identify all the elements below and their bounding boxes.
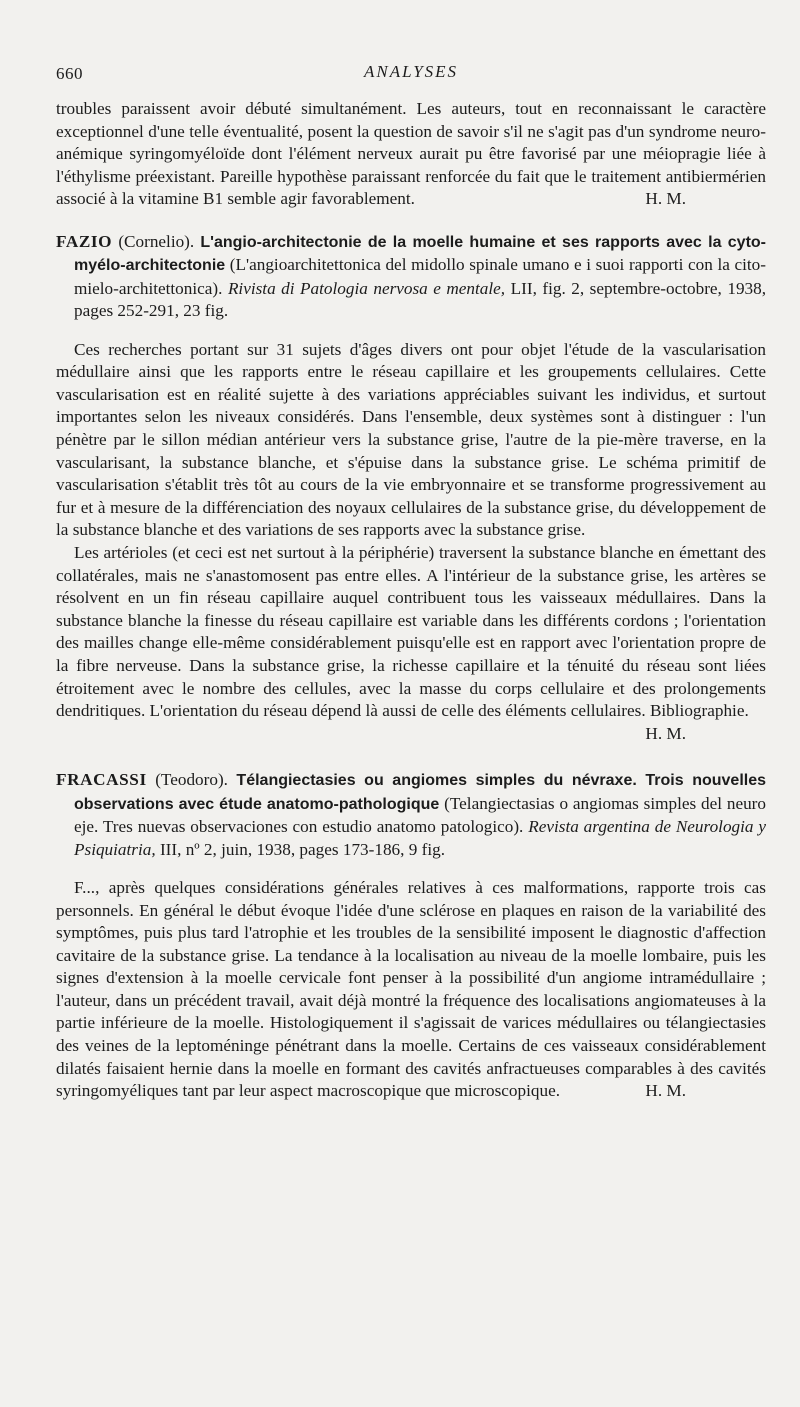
- review-entry-heading: [56, 231, 766, 323]
- entry-title: Télangiectasies ou angiomes simples du névraxe. Trois nouvelles observations avec étude anatomo-pathologique: [74, 772, 767, 813]
- page: [56, 58, 766, 1103]
- entry-paragraph: [56, 542, 766, 745]
- review-entry-heading: [56, 769, 766, 861]
- page-number: 660: [56, 64, 83, 83]
- entry-citation: III, nº 2, juin, 1938, pages 173-186, 9 fig.: [159, 839, 446, 859]
- signature: H. M.: [645, 1081, 686, 1101]
- entry-author-given: (Teodoro).: [155, 770, 228, 790]
- continuation-paragraph: [56, 98, 766, 211]
- entry-title: L'angio-architectonie de la moelle humaine et ses rapports avec la cyto-myélo-architectonie: [74, 233, 767, 275]
- entry-original-title: (L'angioarchitettonica del midollo spinale umano e i suoi rapporti con la cito-mielo-architettonica).: [74, 255, 766, 298]
- signature: H. M.: [645, 723, 686, 743]
- entry-paragraph: [56, 877, 766, 1103]
- continuation-text: troubles paraissent avoir débuté simultanément. Les auteurs, tout en reconnaissant le caractère exceptionnel d'une telle éventualité, posent la question de savoir s'il ne s'agit pas d'un syndrome neuro-anémique syringomyéloïde dont l'élément nerveux aurait pu être favorisé par une méiopragie liée à l'éthylisme préexistant. Pareille hypothèse paraissant renforcée du fait que le traitement antibiermérien associé à la vitamine B1 semble agir favorablement.: [56, 99, 766, 209]
- entry-original-title: (Telangiectasias o angiomas simples del neuro eje. Tres nuevas observaciones con estudio anatomo patologico).: [74, 793, 767, 837]
- entry-author: FAZIO: [56, 231, 113, 251]
- entry-author: FRACASSI: [56, 770, 147, 790]
- running-head: [56, 58, 766, 88]
- running-title: ANALYSES: [363, 62, 459, 81]
- entry-citation: LII, fig. 2, septembre-octobre, 1938, pages 252-291, 23 fig.: [74, 278, 767, 321]
- entry-paragraph-text: Les artérioles (et ceci est net surtout à la périphérie) traversent la substance blanche en émettant des collatérales, mais ne s'anastomosent pas entre elles. A l'intérieur de la substance grise, les artères se résolvent en un fin réseau capillaire auquel contribuent tous les vaisseaux médullaires. Dans la substance blanche la finesse du réseau capillaire est variable dans les différents cordons ; l'orientation des mailles change elle-même considérablement puisqu'elle est en rapport avec l'orientation propre de la fibre nerveuse. Dans la substance grise, la richesse capillaire et la ténuité du réseau sont liées étroitement avec le nombre des cellules, avec la masse du corps cellulaire et des prolongements dendritiques. L'orientation du réseau dépend là aussi de celle des éléments cellulaires. Bibliographie.: [56, 542, 766, 721]
- entry-author-given: (Cornelio).: [118, 231, 195, 251]
- entry-paragraph: Ces recherches portant sur 31 sujets d'âges divers ont pour objet l'étude de la vascularisation médullaire ainsi que les rapports entre le réseau capillaire et les groupements cellulaires. Cette vascularisation est en réalité sujette à des variations appréciables suivant les individus, et surtout importantes selon les niveaux considérés. Dans l'ensemble, deux systèmes sont à distinguer : l'un pénètre par le sillon médian antérieur vers la substance grise, l'autre de la pie-mère traverse, en la vascularisant, la substance blanche, et s'épuise dans la substance grise. Le schéma primitif de vascularisation s'établit très tôt au cours de la vie embryonnaire et se transforme progressivement au fur et à mesure de la différenciation des noyaux cellulaires de la substance grise, du développement de la substance blanche et des variations de ses rapports avec la substance grise.: [56, 339, 766, 540]
- signature: H. M.: [645, 189, 686, 209]
- entry-journal: Revista argentina de Neurologia y Psiquiatria,: [74, 817, 766, 859]
- entry-paragraph-text: F..., après quelques considérations générales relatives à ces malformations, rapporte trois cas personnels. En général le début évoque l'idée d'une sclérose en plaques en raison de la variabilité des symptômes, puis plus tard l'atrophie et les troubles de la sensibilité imposent le diagnostic d'affection cavitaire de la substance grise. La tendance à la localisation au niveau de la moelle lombaire, puis les signes d'extension à la moelle cervicale font penser à la possibilité d'un angiome intramédullaire ; l'auteur, dans un précédent travail, avait déjà montré la fréquence des localisations angiomateuses à la partie inférieure de la moelle. Histologiquement il s'agissait de varices médullaires ou télangiectasies des veines de la leptoméninge pénétrant dans la moelle. Certains de ces vaisseaux considérablement dilatés faisaient hernie dans la moelle en formant des cavités anfractueuses comparables à des cavités syringomyéliques tant par leur aspect macroscopique que microscopique.: [56, 877, 766, 1101]
- entry-journal: Rivista di Patologia nervosa e mentale,: [227, 278, 506, 298]
